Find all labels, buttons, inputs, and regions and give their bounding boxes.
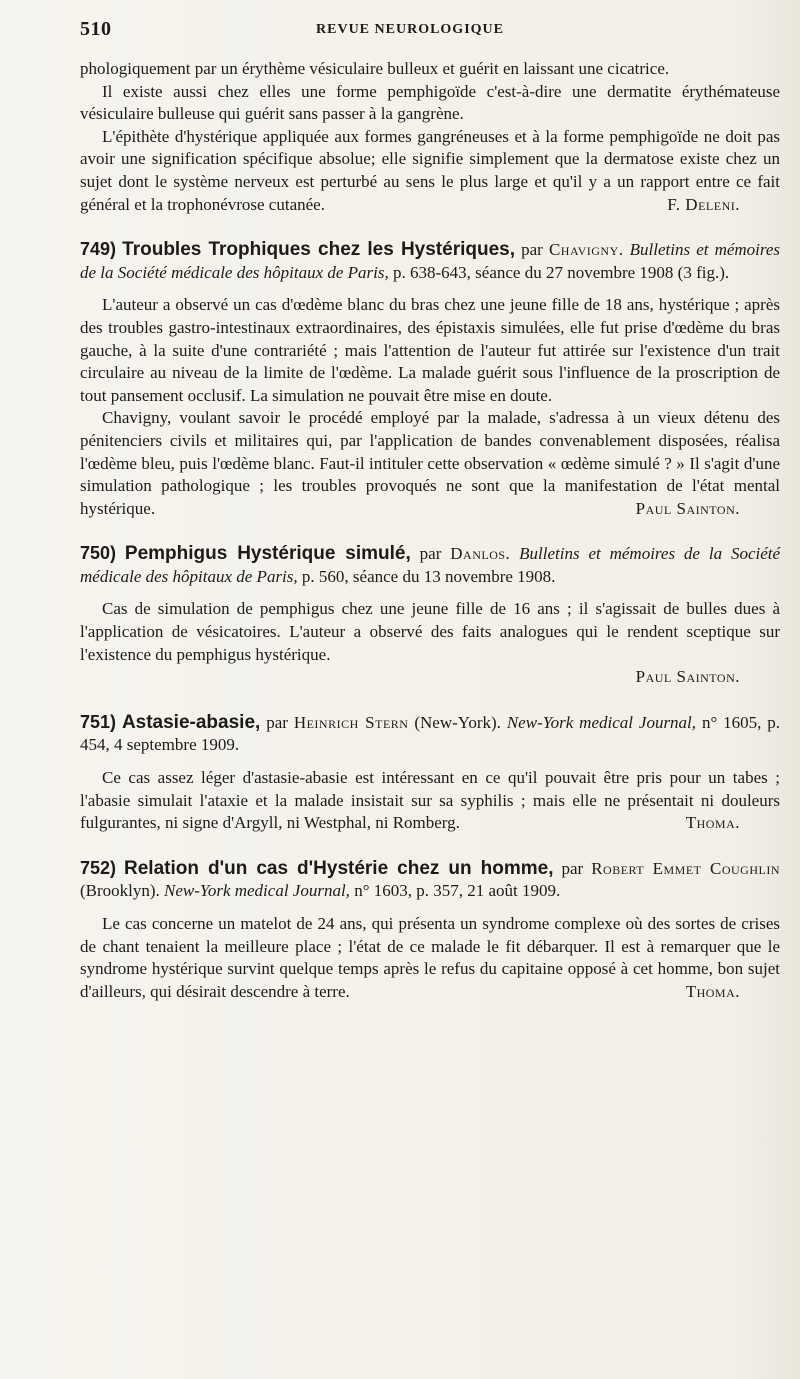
entry-title: Pemphigus Hystérique simulé, (124, 543, 411, 565)
abstract-paragraph (80, 407, 780, 520)
entry-reference-journal: Bulletins et mémoires de la Société médicale des hôpitaux de Paris, (80, 240, 781, 282)
entry-heading (80, 857, 780, 903)
entry-number: 749) (80, 239, 117, 260)
entry-heading (80, 711, 780, 757)
entry-by: par (521, 240, 543, 260)
abstract-paragraph: L'auteur a observé un cas d'œdème blanc du bras chez une jeune fille de 18 ans, hystérique ; après des troubles gastro-intestinaux extraordinaires, des épistaxis simulées, elle fut prise d'œdème du bras gauche, à la suite d'une contrariété ; mais l'attention de l'auteur fut attirée sur l'existence d'un trait circulaire au niveau de la limite de l'œdème. La malade guérit sous l'influence de la proscription de tout pansement occlusif. La simulation ne pouvait être mise en doute. (80, 295, 780, 405)
intro-paragraph-3 (80, 126, 780, 216)
entry-749 (80, 238, 780, 520)
entry-number: 750) (80, 543, 117, 564)
page-body (80, 58, 780, 1003)
signature: Thoma. (685, 813, 740, 833)
entry-title: Relation d'un cas d'Hystérie chez un homme, (124, 857, 554, 879)
running-title: REVUE NEUROLOGIQUE (316, 22, 504, 37)
entry-author: Heinrich Stern (293, 712, 409, 732)
entry-heading (80, 238, 780, 284)
entry-author: Robert Emmet Coughlin (591, 858, 780, 878)
entry-title: Troubles Trophiques chez les Hystériques, (122, 239, 515, 261)
entry-reference-journal: Bulletins et mémoires de la Société médicale des hôpitaux de Paris, (80, 544, 781, 586)
entry-reference-journal: New-York medical Journal, (506, 712, 697, 732)
intro-paragraph-1: phologiquement par un érythème vésiculaire bulleux et guérit en laissant une cicatrice. (80, 59, 670, 78)
signature: Paul Sainton. (635, 667, 740, 687)
entry-number: 751) (80, 711, 117, 732)
entry-reference-detail: n° 1605, p. 454, 4 septembre 1909. (80, 712, 781, 755)
entry-by: par (561, 858, 584, 878)
entry-author: Danlos. (450, 544, 511, 564)
abstract-text: Le cas concerne un matelot de 24 ans, qui présenta un syndrome complexe où des sortes de crises de chant tenaient la meilleure place ; l'état de ce malade le fit débarquer. Il est à remarquer que le syndrome hystérique survint quelque temps après le refus du capitaine opposé à cet homme, bon sujet d'ailleurs, qui désirait descendre à terre. (80, 914, 780, 1001)
entry-number: 752) (80, 857, 117, 878)
entry-author-location: (Brooklyn). (80, 881, 160, 901)
abstract-paragraph (80, 913, 780, 1003)
page-header (80, 18, 740, 46)
entry-heading (80, 542, 780, 588)
entry-reference-detail: p. 638-643, séance du 27 novembre 1908 (3 fig.). (393, 262, 730, 282)
page-number: 510 (80, 18, 112, 40)
signature: F. Deleni. (667, 194, 740, 214)
entry-reference-detail: n° 1603, p. 357, 21 août 1909. (354, 881, 561, 901)
abstract-paragraph (80, 767, 780, 835)
entry-by: par (266, 712, 288, 732)
abstract-text: Chavigny, voulant savoir le procédé employé par la malade, s'adressa à un vieux détenu des pénitenciers civils et militaires qui, par l'application de bandes convenablement disposées, réalisa l'œdème bleu, puis l'œdème blanc. Faut-il intituler cette observation « œdème simulé ? » Il s'agit d'une simulation pathologique ; les troubles provoqués ne sont que la manifestation de l'état mental hystérique. (80, 408, 780, 518)
intro-paragraph-3-text: L'épithète d'hystérique appliquée aux formes gangréneuses et à la forme pemphigoïde ne doit pas avoir une signification spécifique absolue; elle signifie simplement que la dermatose existe chez un sujet dont le système nerveux est perturbé au sens le plus large et qu'il y a un rapport entre ce fait général et la trophonévrose cutanée. (80, 126, 780, 214)
entry-author: Chavigny. (548, 240, 624, 260)
intro-paragraph-2: Il existe aussi chez elles une forme pemphigoïde c'est-à-dire une dermatite érythémateuse vésiculaire bulleuse qui guérit sans passer à la gangrène. (80, 81, 780, 124)
abstract-text: Ce cas assez léger d'astasie-abasie est intéressant en ce qu'il pouvait être pris pour un tabes ; l'abasie simulait l'ataxie et la malade insistait sur sa syphilis ; mais elle ne présentait ni douleurs fulgurantes, ni signe d'Argyll, ni Westphal, ni Romberg. (80, 768, 780, 833)
entry-by: par (419, 544, 442, 564)
abstract-paragraph: Cas de simulation de pemphigus chez une jeune fille de 16 ans ; il s'agissait de bulles dues à l'application de vésicatoires. L'auteur a observé des faits analogues qui le rendent sceptique sur l'existence du pemphigus hystérique. (80, 599, 780, 664)
entry-reference-detail: p. 560, séance du 13 novembre 1908. (301, 566, 556, 586)
signature: Paul Sainton. (635, 498, 740, 518)
signature: Thoma. (685, 981, 740, 1001)
entry-title: Astasie-abasie, (121, 711, 261, 733)
entry-author-location: (New-York). (414, 712, 501, 732)
entry-752 (80, 857, 780, 1004)
entry-750 (80, 542, 780, 689)
entry-reference-journal: New-York medical Journal, (164, 881, 350, 901)
entry-751 (80, 711, 780, 835)
